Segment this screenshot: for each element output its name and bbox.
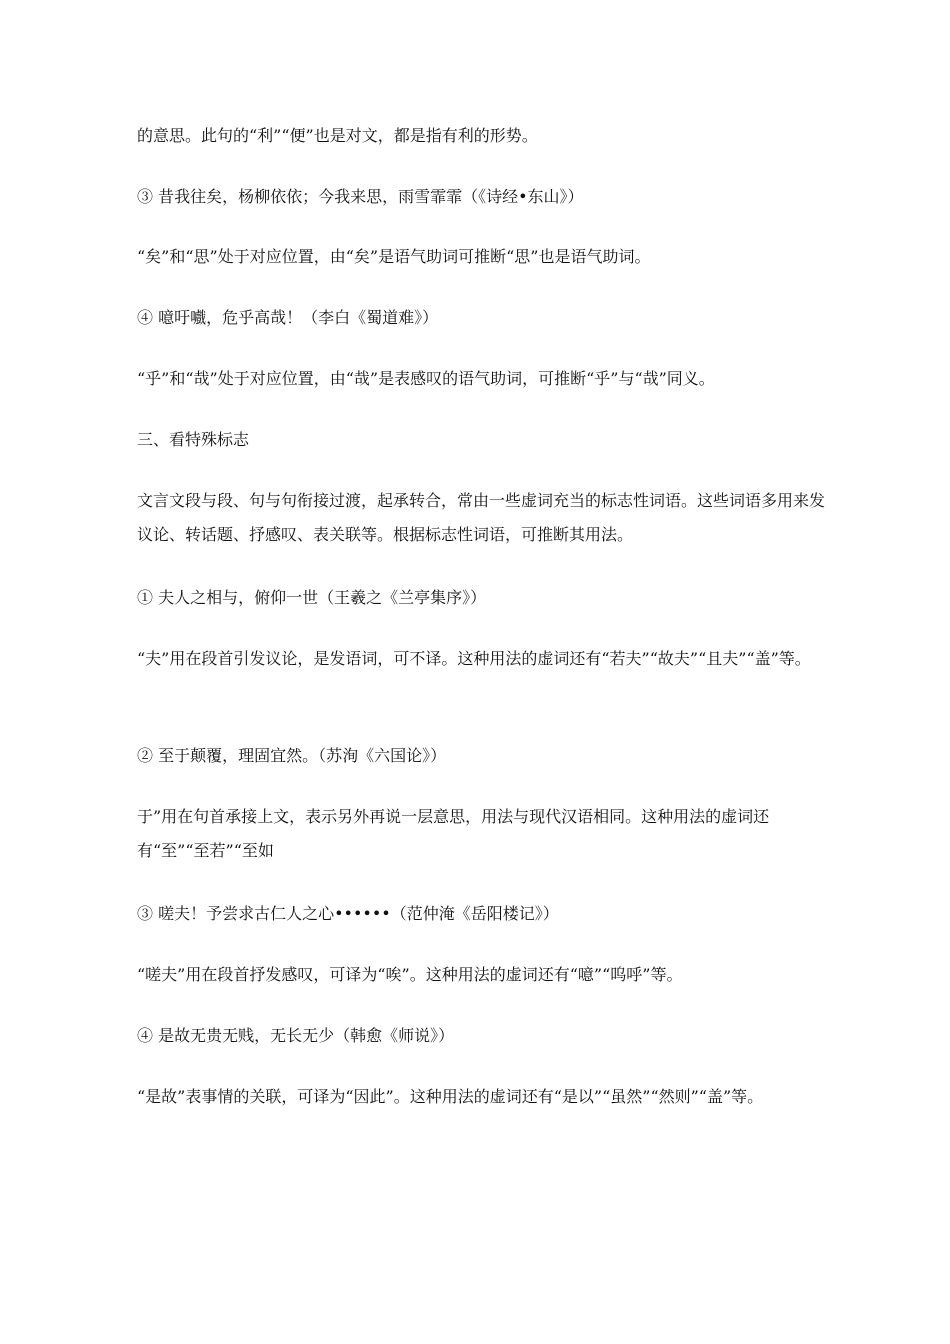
explanation-zhiyu: 于”用在句首承接上文，表示另外再说一层意思，用法与现代汉语相同。这种用法的虚词还有“至”“至若”“至如 xyxy=(137,807,770,860)
example-3-yueyanglouji: ③ 嗟夫！予尝求古仁人之心••••••（范仲淹《岳阳楼记》） xyxy=(137,904,559,923)
explanation-yi-si: “矣”和“思”处于对应位置，由“矣”是语气助词可推断“思”也是语气助词。 xyxy=(137,247,651,266)
explanation-shigu: “是故”表事情的关联，可译为“因此”。这种用法的虚词还有“是以”“虽然”“然则”“盖”等。 xyxy=(137,1087,764,1106)
explanation-hu-zai: “乎”和“哉”处于对应位置，由“哉”是表感叹的语气助词，可推断“乎”与“哉”同义。 xyxy=(137,369,715,388)
paragraph-meaning-note: 的意思。此句的“利”“便”也是对文，都是指有利的形势。 xyxy=(137,126,538,145)
example-4-shishuo: ④ 是故无贵无贱，无长无少（韩愈《师说》） xyxy=(137,1026,455,1045)
section-intro-paragraph: 文言文段与段、句与句衔接过渡，起承转合，常由一些虚词充当的标志性词语。这些词语多用来发议论、转话题、抒感叹、表关联等。根据标志性词语，可推断其用法。 xyxy=(137,491,826,544)
explanation-jiefu: “嗟夫”用在段首抒发感叹，可译为“唉”。这种用法的虚词还有“噫”“呜呼”等。 xyxy=(137,965,683,984)
section-heading-3: 三、看特殊标志 xyxy=(137,430,250,449)
example-1-lantingjixu: ① 夫人之相与，俯仰一世（王羲之《兰亭集序》） xyxy=(137,588,487,607)
example-2-liuguolun: ② 至于颠覆，理固宜然。（苏洵《六国论》） xyxy=(137,746,447,765)
explanation-fu: “夫”用在段首引发议论，是发语词，可不译。这种用法的虚词还有“若夫”“故夫”“且夫”“盖”等。 xyxy=(137,649,811,668)
example-4-shudaonan: ④ 噫吁嚱，危乎高哉！（李白《蜀道难》） xyxy=(137,308,439,327)
example-3-shijing: ③ 昔我往矣，杨柳依依；今我来思，雨雪霏霏（《诗经•东山》） xyxy=(137,187,584,206)
